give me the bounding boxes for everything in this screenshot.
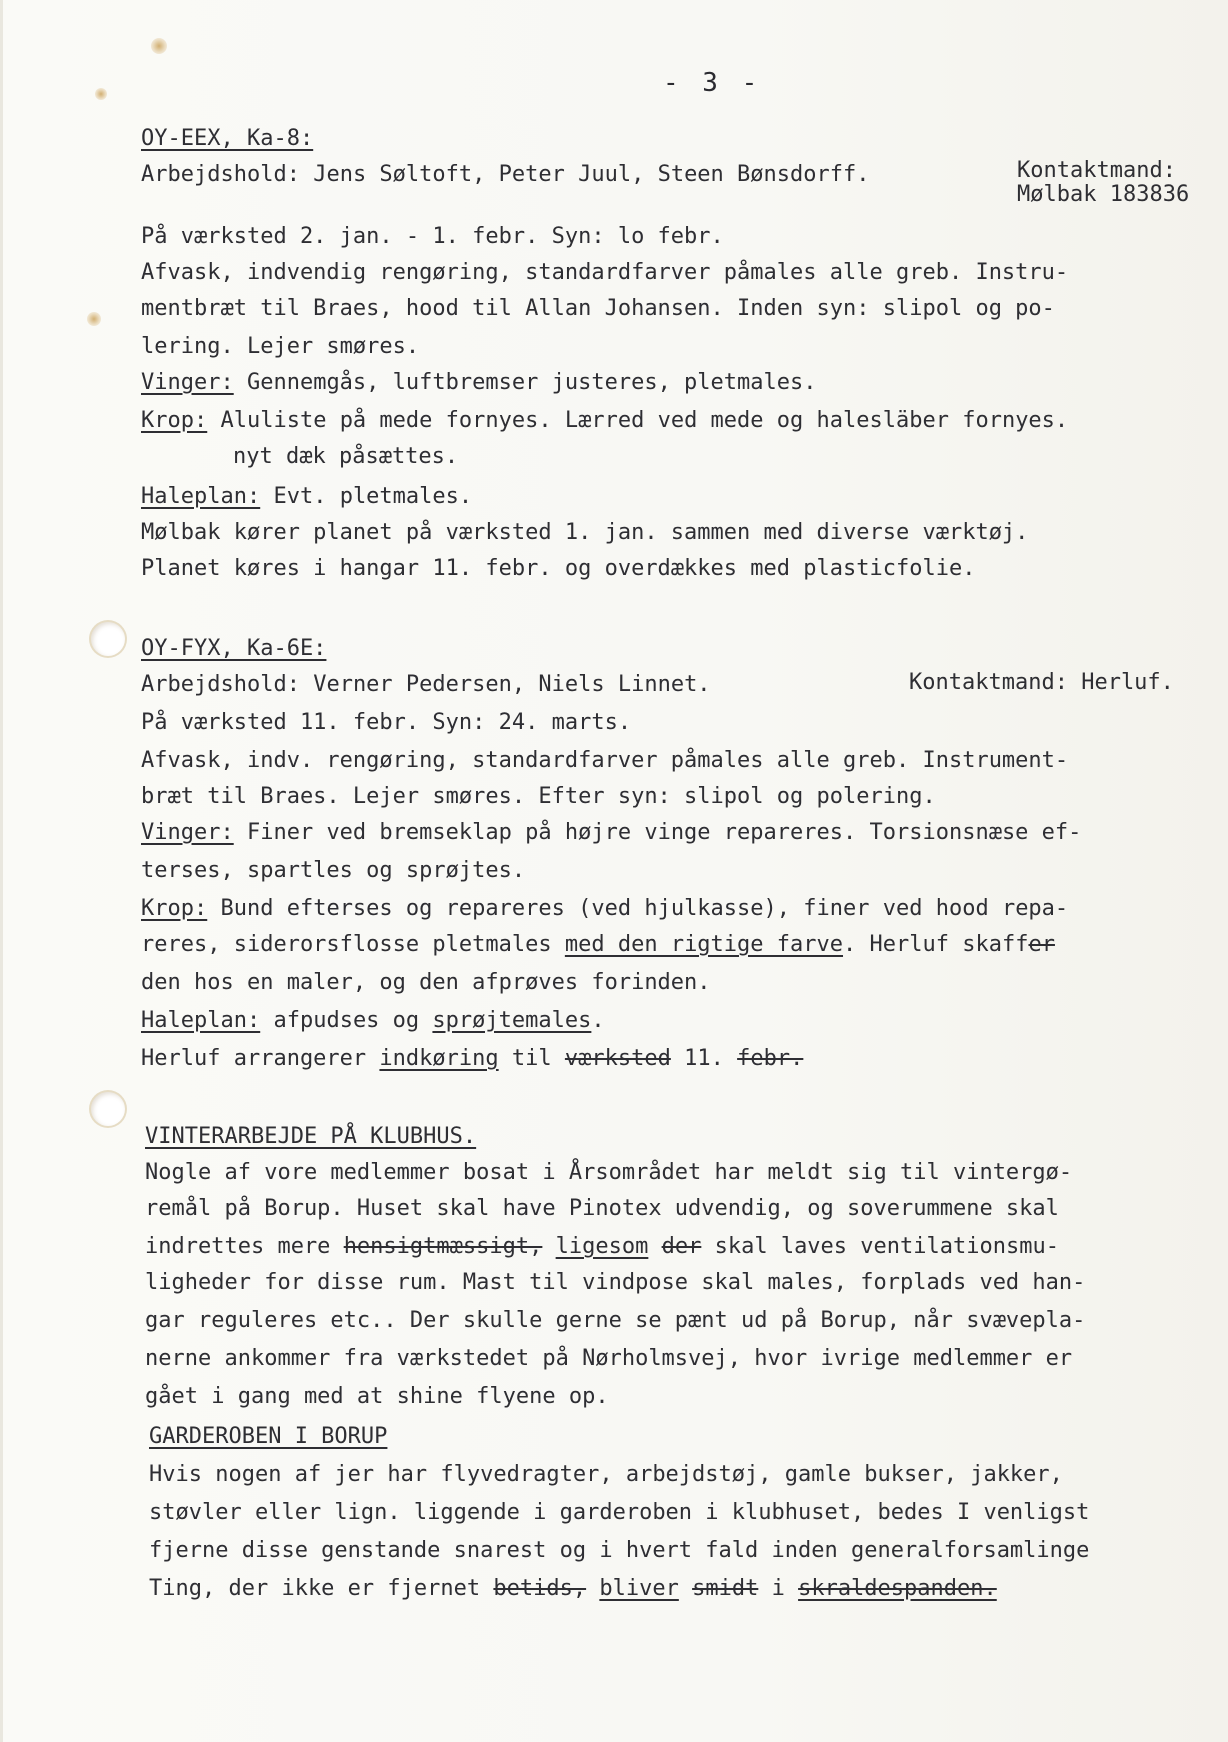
fuselage-line [141, 896, 1068, 922]
wings-text: terses, spartles og sprøjtes. [141, 858, 526, 883]
workshop-dates: På værksted 2. jan. - 1. febr. Syn: lo febr. [141, 224, 724, 249]
body-text: indrettes mere [145, 1234, 331, 1259]
contact-label: Kontaktmand: [1017, 158, 1176, 183]
body-text: ligheder for disse rum. Mast til vindpose skal males, forplads ved han- [145, 1270, 1086, 1295]
fuselage-text: den hos en maler, og den afprøves forinden. [141, 970, 711, 995]
body-text: Ting, der ikke er fjernet [149, 1576, 481, 1601]
note-text: Mølbak kører planet på værksted 1. jan. sammen med diverse værktøj. [141, 520, 1029, 545]
section-heading-oy-fyx: OY-FYX, Ka-6E: [141, 636, 327, 661]
fuselage-label: Krop: [141, 896, 208, 921]
body-text: lering. Lejer smøres. [141, 334, 420, 359]
tail-text: afpudses og [273, 1008, 420, 1033]
struck-text: der [661, 1234, 702, 1259]
struck-text: værksted [564, 1046, 671, 1071]
crew-names: Verner Pedersen, Niels Linnet. [313, 672, 711, 697]
note-line [141, 1046, 803, 1072]
body-text: Afvask, indvendig rengøring, standardfarver påmales alle greb. Instru- [141, 260, 1069, 285]
contact-line [909, 670, 1174, 696]
crew-label: Arbejdshold: [141, 672, 300, 697]
underlined-phrase: sprøjtemales [432, 1008, 592, 1033]
note-text: til [511, 1046, 552, 1071]
body-text: gået i gang med at shine flyene op. [145, 1384, 609, 1409]
body-line [145, 1234, 1059, 1260]
tail-text: Evt. pletmales. [273, 484, 473, 509]
fuselage-text: Bund efterses og repareres (ved hjulkasse), finer ved hood repa- [220, 896, 1069, 921]
body-text: støvler eller lign. liggende i garderoben i klubhuset, bedes I venligst [149, 1500, 1090, 1525]
note-text: Planet køres i hangar 11. febr. og overdækkes med plasticfolie. [141, 556, 976, 581]
body-text: Hvis nogen af jer har flyvedragter, arbejdstøj, gamle bukser, jakker, [149, 1462, 1063, 1487]
section-heading-wardrobe: GARDEROBEN I BORUP [149, 1424, 388, 1449]
fuselage-text: . Herluf skaff [843, 932, 1029, 957]
section-heading-winter: VINTERARBEJDE PÅ KLUBHUS. [145, 1124, 477, 1149]
crew-line [141, 162, 870, 188]
body-line [149, 1576, 997, 1602]
fuselage-text: Aluliste på mede fornyes. Lærred ved mede og halesläber fornyes. [220, 408, 1069, 433]
contact-name: Mølbak 183836 [1017, 182, 1190, 207]
contact-name: Herluf. [1081, 670, 1174, 695]
underlined-word: ligesom [555, 1234, 649, 1259]
tail-text: . [591, 1008, 605, 1033]
wings-label: Vinger: [141, 370, 234, 395]
page-number: - 3 - [663, 68, 762, 98]
wings-label: Vinger: [141, 820, 234, 845]
wings-text: Gennemgås, luftbremser justeres, pletmales. [246, 370, 817, 395]
tail-line [141, 1008, 605, 1034]
body-text: skal laves ventilationsmu- [714, 1234, 1059, 1259]
wings-line [141, 820, 1081, 846]
body-text: fjerne disse genstande snarest og i hvert fald inden generalforsamlinge [149, 1538, 1090, 1563]
tail-label: Haleplan: [141, 484, 261, 509]
body-text: Afvask, indv. rengøring, standardfarver påmales alle greb. Instrument- [141, 748, 1069, 773]
underlined-word: indkøring [379, 1046, 499, 1071]
underlined-phrase: med den rigtige farve [564, 932, 844, 957]
paper-stain [95, 88, 107, 100]
paper-stain [151, 38, 167, 54]
body-text: remål på Borup. Huset skal have Pinotex udvendig, og soverummene skal [145, 1196, 1059, 1221]
struck-text: febr. [737, 1046, 804, 1071]
tail-line [141, 484, 472, 510]
punch-hole [91, 1092, 125, 1126]
body-text: mentbræt til Braes, hood til Allan Johansen. Inden syn: slipol og po- [141, 296, 1055, 321]
section-heading-oy-eex: OY-EEX, Ka-8: [141, 126, 314, 151]
body-text: gar reguleres etc.. Der skulle gerne se pænt ud på Borup, når svævepla- [145, 1308, 1086, 1333]
fuselage-line [141, 408, 1068, 434]
body-text: i [771, 1576, 785, 1601]
fuselage-label: Krop: [141, 408, 208, 433]
struck-text: skraldespanden. [798, 1576, 997, 1601]
tail-label: Haleplan: [141, 1008, 261, 1033]
crew-line [141, 672, 711, 698]
paper-stain [87, 312, 101, 326]
underlined-word: bliver [599, 1576, 679, 1601]
struck-text: hensigtmæssigt, [343, 1234, 543, 1259]
wings-line [141, 370, 817, 396]
fuselage-text: nyt dæk påsættes. [233, 444, 459, 469]
wings-text: Finer ved bremseklap på højre vinge repareres. Torsionsnæse ef- [246, 820, 1082, 845]
punch-hole [91, 622, 125, 656]
struck-text: betids, [493, 1576, 587, 1601]
fuselage-line [141, 932, 1055, 958]
body-text: nerne ankommer fra værkstedet på Nørholmsvej, hvor ivrige medlemmer er [145, 1346, 1073, 1371]
body-text: Nogle af vore medlemmer bosat i Årsområdet har meldt sig til vintergø- [145, 1160, 1073, 1185]
contact-label: Kontaktmand: [909, 670, 1068, 695]
crew-names: Jens Søltoft, Peter Juul, Steen Bønsdorff. [313, 162, 870, 187]
workshop-dates: På værksted 11. febr. Syn: 24. marts. [141, 710, 632, 735]
struck-text: er [1028, 932, 1055, 957]
body-text: bræt til Braes. Lejer smøres. Efter syn: slipol og polering. [141, 784, 936, 809]
struck-text: smidt [692, 1576, 759, 1601]
fuselage-text: reres, siderorsflosse pletmales [141, 932, 552, 957]
note-text: Herluf arrangerer [141, 1046, 367, 1071]
note-text: 11. [684, 1046, 724, 1071]
crew-label: Arbejdshold: [141, 162, 300, 187]
